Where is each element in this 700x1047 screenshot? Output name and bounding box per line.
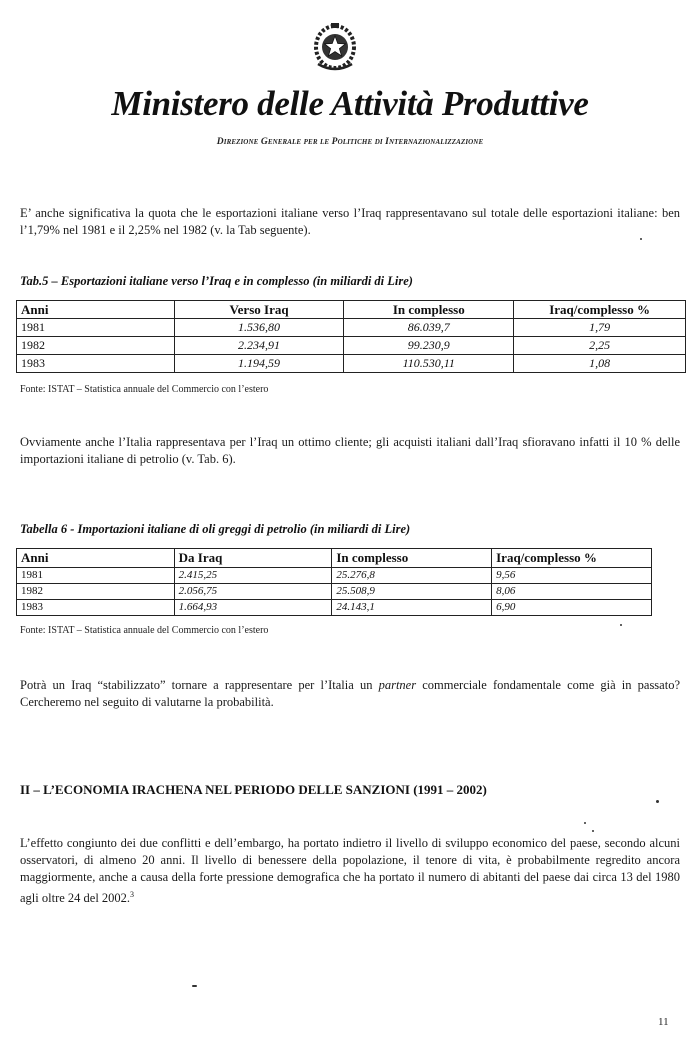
table6-cell-total: 25.508,9 — [332, 584, 492, 600]
table-row — [17, 600, 652, 616]
table6-header-da-iraq: Da Iraq — [174, 549, 332, 568]
table5-header-anni: Anni — [17, 301, 175, 319]
table-row — [17, 584, 652, 600]
table6-cell-total: 25.276,8 — [332, 568, 492, 584]
ministry-subtitle: Direzione Generale per le Politiche di Internazionalizzazione — [216, 137, 484, 147]
scan-speck — [640, 238, 642, 240]
table5-cell-total: 99.230,9 — [344, 337, 514, 355]
scan-speck — [192, 985, 197, 987]
table-row — [17, 319, 686, 337]
table6-header-anni: Anni — [17, 549, 175, 568]
table5-header-verso-iraq: Verso Iraq — [174, 301, 344, 319]
paragraph-exports-share: E’ anche significativa la quota che le esportazioni italiane verso l’Iraq rappresentavano sul totale delle esportazioni italiane: ben l’1,79% nel 1981 e il 2,25% nel 1982 (v. la Tab seguente). — [20, 206, 680, 237]
table6-cell-iraq: 2.056,75 — [174, 584, 332, 600]
table6-header-row — [17, 549, 652, 568]
table5-header-in-complesso: In complesso — [344, 301, 514, 319]
table6-cell-year: 1981 — [17, 568, 175, 584]
table-row — [17, 337, 686, 355]
page-number: 11 — [658, 1016, 669, 1028]
scan-speck — [584, 822, 586, 824]
table-row — [17, 568, 652, 584]
table5-cell-year: 1982 — [17, 337, 175, 355]
paragraph-stabilized-iraq-partner: partner — [378, 678, 417, 692]
table6-cell-ratio: 9,56 — [492, 568, 652, 584]
paragraph-stabilized-iraq-part2: commerciale fondamentale come già in passato? Cercheremo nel seguito di valutarne la probabilità. — [20, 678, 680, 709]
table5-cell-iraq: 2.234,91 — [174, 337, 344, 355]
table5-header-ratio: Iraq/complesso % — [514, 301, 686, 319]
table6-caption: Tabella 6 - Importazioni italiane di oli greggi di petrolio (in miliardi di Lire) — [20, 522, 411, 536]
footnote-marker: 3 — [130, 890, 135, 899]
table6-header-in-complesso: In complesso — [332, 549, 492, 568]
table5-cell-year: 1983 — [17, 355, 175, 373]
table6-cell-year: 1983 — [17, 600, 175, 616]
paragraph-stabilized-iraq — [20, 677, 680, 711]
table6-cell-iraq: 2.415,25 — [174, 568, 332, 584]
table5-cell-iraq: 1.194,59 — [174, 355, 344, 373]
section-heading: II – L’ECONOMIA IRACHENA NEL PERIODO DELLE SANZIONI (1991 – 2002) — [20, 782, 487, 797]
table5-cell-total: 110.530,11 — [344, 355, 514, 373]
paragraph-economy-effects — [20, 835, 680, 907]
table6-cell-iraq: 1.664,93 — [174, 600, 332, 616]
table5-source: Fonte: ISTAT – Statistica annuale del Commercio con l’estero — [20, 384, 269, 395]
table5-exports — [16, 300, 686, 373]
table5-cell-total: 86.039,7 — [344, 319, 514, 337]
table5-cell-iraq: 1.536,80 — [174, 319, 344, 337]
table5-caption: Tab.5 – Esportazioni italiane verso l’Iraq e in complesso (in miliardi di Lire) — [20, 274, 413, 288]
scan-speck — [592, 830, 594, 832]
paragraph-stabilized-iraq-part1: Potrà un Iraq “stabilizzato” tornare a rappresentare per l’Italia un — [20, 678, 379, 692]
ministry-title: Ministero delle Attività Produttive — [111, 84, 589, 123]
table5-cell-ratio: 2,25 — [514, 337, 686, 355]
table-row — [17, 355, 686, 373]
italian-republic-emblem-icon — [312, 20, 358, 72]
scan-speck — [656, 800, 659, 803]
paragraph-economy-effects-text: L’effetto congiunto dei due conflitti e dell’embargo, ha portato indietro il livello di sviluppo economico del paese, secondo alcuni osservatori, di almeno 20 anni. Il livello di benessere della popolazione, il tenore di vita, è probabilmente regredito ancora maggiormente, anche a causa della forte pressione demografica che ha portato il numero di abitanti del paese dai circa 13 del 1980 agli oltre 24 del 2002. — [20, 836, 680, 906]
scan-speck — [620, 624, 622, 626]
table6-header-ratio: Iraq/complesso % — [492, 549, 652, 568]
table6-cell-ratio: 6,90 — [492, 600, 652, 616]
table5-header-row — [17, 301, 686, 319]
table6-source: Fonte: ISTAT – Statistica annuale del Commercio con l’estero — [20, 625, 269, 636]
table5-cell-ratio: 1,08 — [514, 355, 686, 373]
table5-cell-ratio: 1,79 — [514, 319, 686, 337]
table6-cell-ratio: 8,06 — [492, 584, 652, 600]
table6-cell-total: 24.143,1 — [332, 600, 492, 616]
paragraph-imports-share: Ovviamente anche l’Italia rappresentava per l’Iraq un ottimo cliente; gli acquisti italiani dall’Iraq sfioravano infatti il 10 % delle importazioni italiane di petrolio (v. Tab. 6). — [20, 435, 680, 466]
table5-cell-year: 1981 — [17, 319, 175, 337]
table6-cell-year: 1982 — [17, 584, 175, 600]
table6-imports — [16, 548, 652, 616]
